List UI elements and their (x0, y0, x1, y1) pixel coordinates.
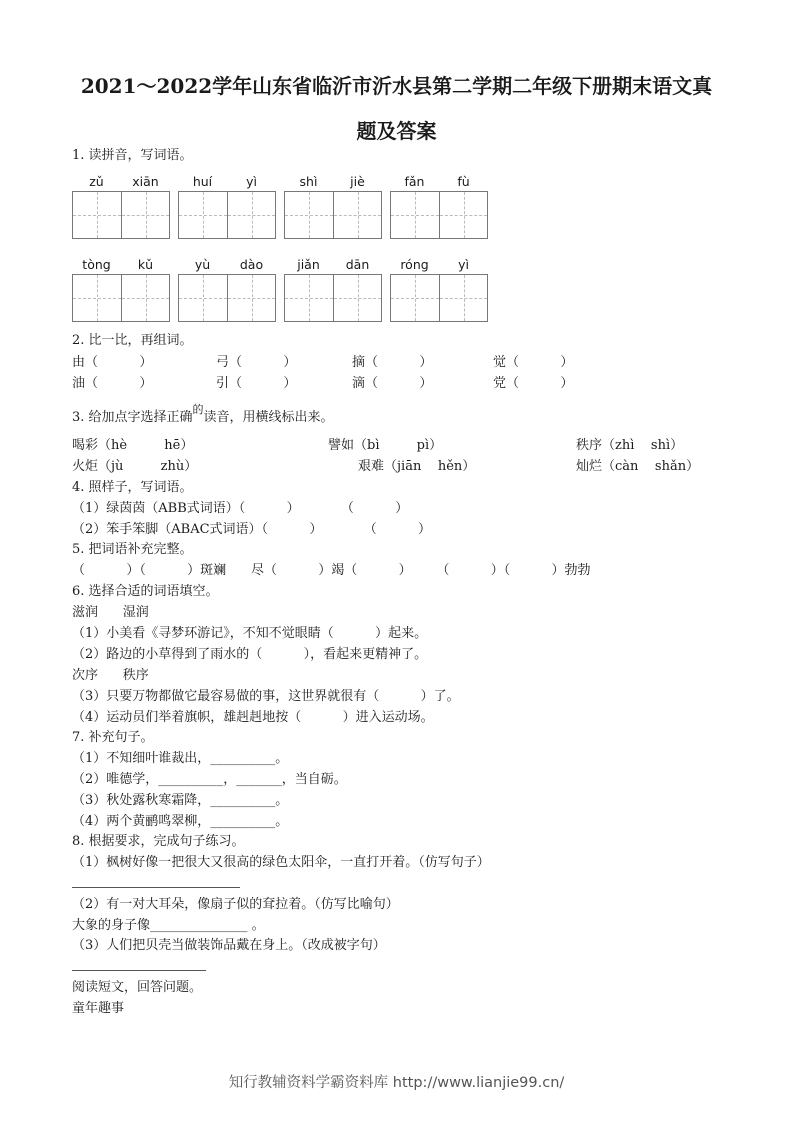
pinyin-label: yì (458, 257, 469, 272)
pinyin-label: fǎn (404, 174, 425, 189)
q4-line-1: （1）绿茵茵（ABB式词语）（ ） （ ） (72, 501, 409, 516)
q3-heading-a: 3. 给加点字选择正确 (72, 410, 193, 425)
pinyin-label: tòng (82, 257, 111, 272)
q2-item: 弓（ ） (216, 355, 297, 370)
title-line-2: 题及答案 (356, 119, 437, 143)
q8-heading: 8. 根据要求，完成句子练习。 (72, 834, 245, 849)
tianzige-box[interactable] (178, 191, 228, 239)
q3-item: 秩序（zhì shì） (576, 438, 684, 453)
tianzige-box[interactable] (439, 274, 488, 322)
q3-heading-b: 读音，用横线标出来。 (203, 410, 334, 425)
q2-item: 油（ ） (72, 376, 153, 391)
q4-line-2: （2）笨手笨脚（ABAC式词语）（ ） （ ） (72, 522, 432, 537)
q4-heading: 4. 照样子，写词语。 (72, 480, 193, 495)
pinyin-label: huí (192, 174, 213, 189)
q8-line-2: （2）有一对大耳朵，像扇子似的耷拉着。（仿写比喻句） (72, 897, 399, 912)
pinyin-label: fù (457, 174, 470, 189)
tianzige-box[interactable] (121, 191, 170, 239)
pinyin-label: shì (299, 174, 318, 189)
q2-item: 摘（ ） (352, 355, 433, 370)
q2-item: 引（ ） (216, 376, 297, 391)
pinyin-label: dān (345, 257, 370, 272)
q2-item: 觉（ ） (493, 355, 574, 370)
tianzige-box[interactable] (333, 274, 382, 322)
q5-heading: 5. 把词语补充完整。 (72, 542, 193, 557)
q3-item: 艰难（jiān hěn） (358, 459, 476, 474)
q3-item: 喝彩（hè hē） (72, 438, 194, 453)
tianzige-box[interactable] (227, 274, 276, 322)
q7-line-1: （1）不知细叶谁裁出，__________。 (72, 751, 289, 766)
q6-line-2: （2）路边的小草得到了雨水的（ ），看起来更精神了。 (72, 647, 428, 662)
tianzige-box[interactable] (333, 191, 382, 239)
tianzige-box[interactable] (178, 274, 228, 322)
footer-watermark: 知行教辅资料学霸资料库 http://www.lianjie99.cn/ (228, 1075, 565, 1091)
pinyin-label: yù (194, 257, 211, 272)
tianzige-box[interactable] (284, 191, 334, 239)
tianzige-box[interactable] (227, 191, 276, 239)
reading-intro: 阅读短文，回答问题。 (72, 980, 203, 995)
pinyin-label: kǔ (137, 257, 154, 272)
q6-line-1: （1）小美看《寻梦环游记》，不知不觉眼睛（ ）起来。 (72, 626, 428, 641)
q5-line: （ ）（ ）斑斓 尽（ ）竭（ ） （ ）（ ）勃勃 (72, 563, 591, 578)
pinyin-label: dào (239, 257, 264, 272)
q8-line-4: （3）人们把贝壳当做装饰品戴在身上。（改成被字句） (72, 938, 386, 953)
q6-line-4: （4）运动员们举着旗帜，雄赳赳地按（ ）进入运动场。 (72, 710, 434, 725)
q1-heading: 1. 读拼音，写词语。 (72, 148, 193, 163)
q8-line-3: 大象的身子像_______________ 。 (72, 918, 265, 933)
title-line-1: 2021～2022学年山东省临沂市沂水县第二学期二年级下册期末语文真 (80, 74, 713, 98)
q3-item: 灿烂（càn shǎn） (576, 459, 700, 474)
answer-line (72, 970, 206, 971)
q6-line-3: （3）只要万物都做它最容易做的事，这世界就很有（ ）了。 (72, 689, 460, 704)
q3-heading (72, 403, 334, 426)
tianzige-box[interactable] (439, 191, 488, 239)
q6-words-1: 滋润 湿润 (72, 605, 149, 620)
q6-heading: 6. 选择合适的词语填空。 (72, 584, 219, 599)
tianzige-box[interactable] (390, 274, 440, 322)
q3-heading-small: 的 (192, 403, 204, 416)
tianzige-box[interactable] (284, 274, 334, 322)
q2-item: 滴（ ） (352, 376, 433, 391)
q3-item: 譬如（bì pì） (328, 438, 443, 453)
tianzige-box[interactable] (72, 191, 122, 239)
q7-line-4: （4）两个黄鹂鸣翠柳，__________。 (72, 814, 289, 829)
q3-item: 火炬（jù zhù） (72, 459, 198, 474)
pinyin-label: xiān (132, 174, 159, 189)
reading-title: 童年趣事 (72, 1001, 125, 1016)
pinyin-label: zǔ (89, 174, 104, 189)
q2-heading: 2. 比一比，再组词。 (72, 333, 193, 348)
tianzige-box[interactable] (390, 191, 440, 239)
pinyin-label: yì (246, 174, 257, 189)
q2-item: 党（ ） (493, 376, 574, 391)
tianzige-box[interactable] (72, 274, 122, 322)
pinyin-label: jiè (350, 174, 365, 189)
pinyin-label: róng (400, 257, 429, 272)
answer-line (72, 887, 240, 888)
tianzige-box[interactable] (121, 274, 170, 322)
q7-heading: 7. 补充句子。 (72, 730, 154, 745)
q7-line-2: （2）唯德学，__________，_______，当自砺。 (72, 772, 347, 787)
q2-item: 由（ ） (72, 355, 153, 370)
pinyin-label: jiǎn (297, 257, 320, 272)
q8-line-1: （1）枫树好像一把很大又很高的绿色太阳伞，一直打开着。（仿写句子） (72, 855, 490, 870)
q6-words-2: 次序 秩序 (72, 668, 149, 683)
q7-line-3: （3）秋处露秋寒霜降，__________。 (72, 793, 289, 808)
